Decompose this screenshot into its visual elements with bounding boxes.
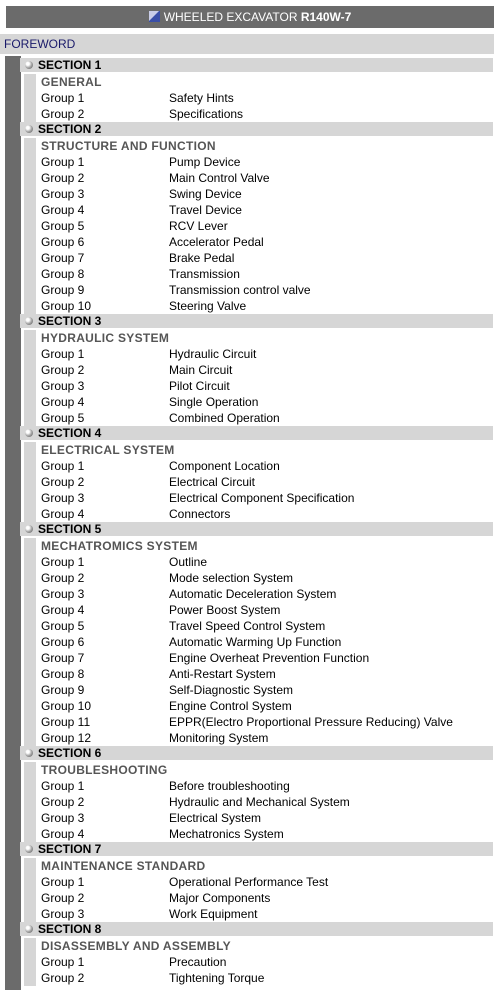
group-title-link[interactable]: Safety Hints — [169, 91, 234, 105]
group-number: Group 8 — [41, 267, 85, 281]
group-title-link[interactable]: Brake Pedal — [169, 251, 235, 265]
title-bar — [6, 6, 494, 28]
toc-row[interactable] — [41, 346, 491, 362]
section-label: SECTION 4 — [38, 426, 102, 440]
tree-connector — [24, 138, 36, 314]
group-number: Group 4 — [41, 203, 85, 217]
group-number: Group 3 — [41, 187, 85, 201]
section-bullet-icon — [25, 429, 33, 437]
section-bullet-icon — [25, 317, 33, 325]
toc-row[interactable] — [41, 378, 491, 394]
toc-row[interactable] — [41, 778, 491, 794]
group-title-link[interactable]: Engine Overheat Prevention Function — [169, 651, 370, 665]
group-title-link[interactable]: Before troubleshooting — [169, 779, 290, 793]
group-title-link[interactable]: Mode selection System — [169, 571, 294, 585]
group-title-link[interactable]: Main Control Valve — [169, 171, 270, 185]
group-title-link[interactable]: Tightening Torque — [169, 971, 265, 985]
toc-row[interactable] — [41, 362, 491, 378]
toc-row[interactable] — [41, 474, 491, 490]
toc-row[interactable] — [41, 730, 491, 746]
group-number: Group 1 — [41, 459, 85, 473]
toc-row[interactable] — [41, 218, 491, 234]
group-number: Group 12 — [41, 731, 92, 745]
group-number: Group 2 — [41, 571, 85, 585]
section-header[interactable] — [20, 842, 493, 856]
section-label: SECTION 1 — [38, 58, 102, 72]
group-title-link[interactable]: Hydraulic and Mechanical System — [169, 795, 350, 809]
toc-row[interactable] — [41, 698, 491, 714]
toc-row[interactable] — [41, 202, 491, 218]
section-bullet-icon — [25, 61, 33, 69]
section-header[interactable] — [20, 58, 493, 72]
group-number: Group 2 — [41, 971, 85, 985]
group-title-link[interactable]: Outline — [169, 555, 208, 569]
tree-connector — [24, 538, 36, 746]
left-tree-bar — [5, 56, 21, 990]
section-label: SECTION 7 — [38, 842, 102, 856]
tree-connector — [24, 858, 36, 922]
section-label: SECTION 3 — [38, 314, 102, 328]
section-title: ELECTRICAL SYSTEM — [41, 443, 175, 457]
group-title-link[interactable]: Transmission — [169, 267, 240, 281]
group-title-link[interactable]: Mechatronics System — [169, 827, 284, 841]
group-number: Group 2 — [41, 107, 85, 121]
toc-row[interactable] — [41, 826, 491, 842]
group-number: Group 11 — [41, 715, 91, 729]
toc-row[interactable] — [41, 810, 491, 826]
group-number: Group 3 — [41, 491, 85, 505]
group-title-link[interactable]: Electrical System — [169, 811, 262, 825]
section-bullet-icon — [25, 525, 33, 533]
section-label: SECTION 2 — [38, 122, 102, 136]
group-title-link[interactable]: Self-Diagnostic System — [169, 683, 294, 697]
group-title-link[interactable]: Monitoring System — [169, 731, 269, 745]
section-title: HYDRAULIC SYSTEM — [41, 331, 170, 345]
group-number: Group 9 — [41, 683, 85, 697]
group-number: Group 5 — [41, 619, 85, 633]
group-number: Group 2 — [41, 171, 85, 185]
group-number: Group 8 — [41, 667, 85, 681]
group-number: Group 2 — [41, 891, 85, 905]
group-number: Group 7 — [41, 251, 85, 265]
group-title-link[interactable]: Electrical Circuit — [169, 475, 256, 489]
tree-connector — [24, 762, 36, 842]
toc-row[interactable] — [41, 298, 491, 314]
toc-row[interactable] — [41, 154, 491, 170]
toc-row[interactable] — [41, 874, 491, 890]
group-title-link[interactable]: Automatic Warming Up Function — [169, 635, 342, 649]
tree-connector — [24, 330, 36, 426]
tree-connector — [24, 74, 36, 122]
toc-row[interactable] — [41, 618, 491, 634]
toc-row[interactable] — [41, 394, 491, 410]
toc-row[interactable] — [41, 794, 491, 810]
section-bullet-icon — [25, 845, 33, 853]
section-title: MECHATROMICS SYSTEM — [41, 539, 198, 553]
group-number: Group 1 — [41, 955, 85, 969]
section-header[interactable] — [20, 922, 493, 936]
group-title-link[interactable]: RCV Lever — [169, 219, 228, 233]
section-header[interactable] — [20, 746, 493, 760]
group-title-link[interactable]: Single Operation — [169, 395, 259, 409]
group-number: Group 4 — [41, 827, 85, 841]
hyundai-logo-icon — [149, 11, 160, 22]
group-title-link[interactable]: Anti-Restart System — [169, 667, 276, 681]
group-title-link[interactable]: Precaution — [169, 955, 227, 969]
group-number: Group 4 — [41, 395, 85, 409]
group-title-link[interactable]: Major Components — [169, 891, 271, 905]
group-title-link[interactable]: Accelerator Pedal — [169, 235, 264, 249]
section-title: STRUCTURE AND FUNCTION — [41, 139, 216, 153]
group-number: Group 1 — [41, 155, 85, 169]
tree-connector — [24, 442, 36, 522]
group-number: Group 2 — [41, 363, 85, 377]
toc-row[interactable] — [41, 186, 491, 202]
section-bullet-icon — [25, 125, 33, 133]
section-header[interactable] — [20, 314, 493, 328]
toc-row[interactable] — [41, 282, 491, 298]
group-title-link[interactable]: Specifications — [169, 107, 244, 121]
group-title-link[interactable]: Connectors — [169, 507, 231, 521]
section-label: SECTION 6 — [38, 746, 102, 760]
toc-row[interactable] — [41, 170, 491, 186]
toc-row[interactable] — [41, 106, 491, 122]
group-number: Group 3 — [41, 379, 85, 393]
toc-row[interactable] — [41, 682, 491, 698]
group-number: Group 3 — [41, 811, 85, 825]
group-number: Group 6 — [41, 635, 85, 649]
toc-row[interactable] — [41, 458, 491, 474]
group-title-link[interactable]: Travel Device — [169, 203, 242, 217]
toc-row[interactable] — [41, 554, 491, 570]
section-header[interactable] — [20, 122, 493, 136]
foreword-link[interactable]: FOREWORD — [0, 34, 494, 54]
section-bullet-icon — [25, 925, 33, 933]
title-model: R140W-7 — [300, 10, 352, 24]
tree-connector — [24, 938, 36, 986]
section-label: SECTION 5 — [38, 522, 102, 536]
group-number: Group 9 — [41, 283, 85, 297]
toc-row[interactable] — [41, 234, 491, 250]
toc-row[interactable] — [41, 954, 491, 970]
group-title-link[interactable]: EPPR(Electro Proportional Pressure Reducing) Valve — [169, 715, 453, 729]
toc-row[interactable] — [41, 570, 491, 586]
toc-row[interactable] — [41, 490, 491, 506]
toc-row[interactable] — [41, 890, 491, 906]
group-number: Group 6 — [41, 235, 85, 249]
group-title-link[interactable]: Swing Device — [169, 187, 242, 201]
group-title-link[interactable]: Combined Operation — [169, 411, 280, 425]
group-number: Group 3 — [41, 587, 85, 601]
toc-row[interactable] — [41, 602, 491, 618]
toc-row[interactable] — [41, 90, 491, 106]
toc-row[interactable] — [41, 410, 491, 426]
section-title: MAINTENANCE STANDARD — [41, 859, 206, 873]
group-title-link[interactable]: Operational Performance Test — [169, 875, 329, 889]
group-title-link[interactable]: Pilot Circuit — [169, 379, 230, 393]
group-number: Group 1 — [41, 875, 85, 889]
toc-row[interactable] — [41, 666, 491, 682]
group-number: Group 5 — [41, 411, 85, 425]
toc-row[interactable] — [41, 906, 491, 922]
group-title-link[interactable]: Electrical Component Specification — [169, 491, 355, 505]
group-title-link[interactable]: Travel Speed Control System — [169, 619, 326, 633]
section-title: TROUBLESHOOTING — [41, 763, 168, 777]
group-number: Group 4 — [41, 603, 85, 617]
group-number: Group 4 — [41, 507, 85, 521]
group-title-link[interactable]: Pump Device — [169, 155, 241, 169]
group-number: Group 5 — [41, 219, 85, 233]
group-title-link[interactable]: Engine Control System — [169, 699, 292, 713]
group-title-link[interactable]: Steering Valve — [169, 299, 247, 313]
group-number: Group 1 — [41, 779, 85, 793]
section-title: GENERAL — [41, 75, 102, 89]
group-number: Group 10 — [41, 699, 92, 713]
toc-row[interactable] — [41, 266, 491, 282]
group-number: Group 10 — [41, 299, 92, 313]
toc-row[interactable] — [41, 714, 491, 730]
group-number: Group 1 — [41, 347, 85, 361]
toc-row[interactable] — [41, 650, 491, 666]
group-title-link[interactable]: Component Location — [169, 459, 280, 473]
group-number: Group 1 — [41, 555, 85, 569]
toc-row[interactable] — [41, 250, 491, 266]
section-header[interactable] — [20, 426, 493, 440]
section-label: SECTION 8 — [38, 922, 102, 936]
toc-row[interactable] — [41, 634, 491, 650]
toc-row[interactable] — [41, 506, 491, 522]
toc-row[interactable] — [41, 586, 491, 602]
group-title-link[interactable]: Hydraulic Circuit — [169, 347, 257, 361]
group-title-link[interactable]: Work Equipment — [169, 907, 258, 921]
group-number: Group 7 — [41, 651, 85, 665]
group-number: Group 3 — [41, 907, 85, 921]
group-title-link[interactable]: Transmission control valve — [169, 283, 311, 297]
section-header[interactable] — [20, 522, 493, 536]
group-number: Group 1 — [41, 91, 85, 105]
section-title: DISASSEMBLY AND ASSEMBLY — [41, 939, 231, 953]
group-title-link[interactable]: Main Circuit — [169, 363, 233, 377]
title-prefix: WHEELED EXCAVATOR — [163, 10, 298, 24]
group-title-link[interactable]: Automatic Deceleration System — [169, 587, 337, 601]
section-bullet-icon — [25, 749, 33, 757]
group-title-link[interactable]: Power Boost System — [169, 603, 281, 617]
group-number: Group 2 — [41, 795, 85, 809]
group-number: Group 2 — [41, 475, 85, 489]
toc-row[interactable] — [41, 970, 491, 986]
